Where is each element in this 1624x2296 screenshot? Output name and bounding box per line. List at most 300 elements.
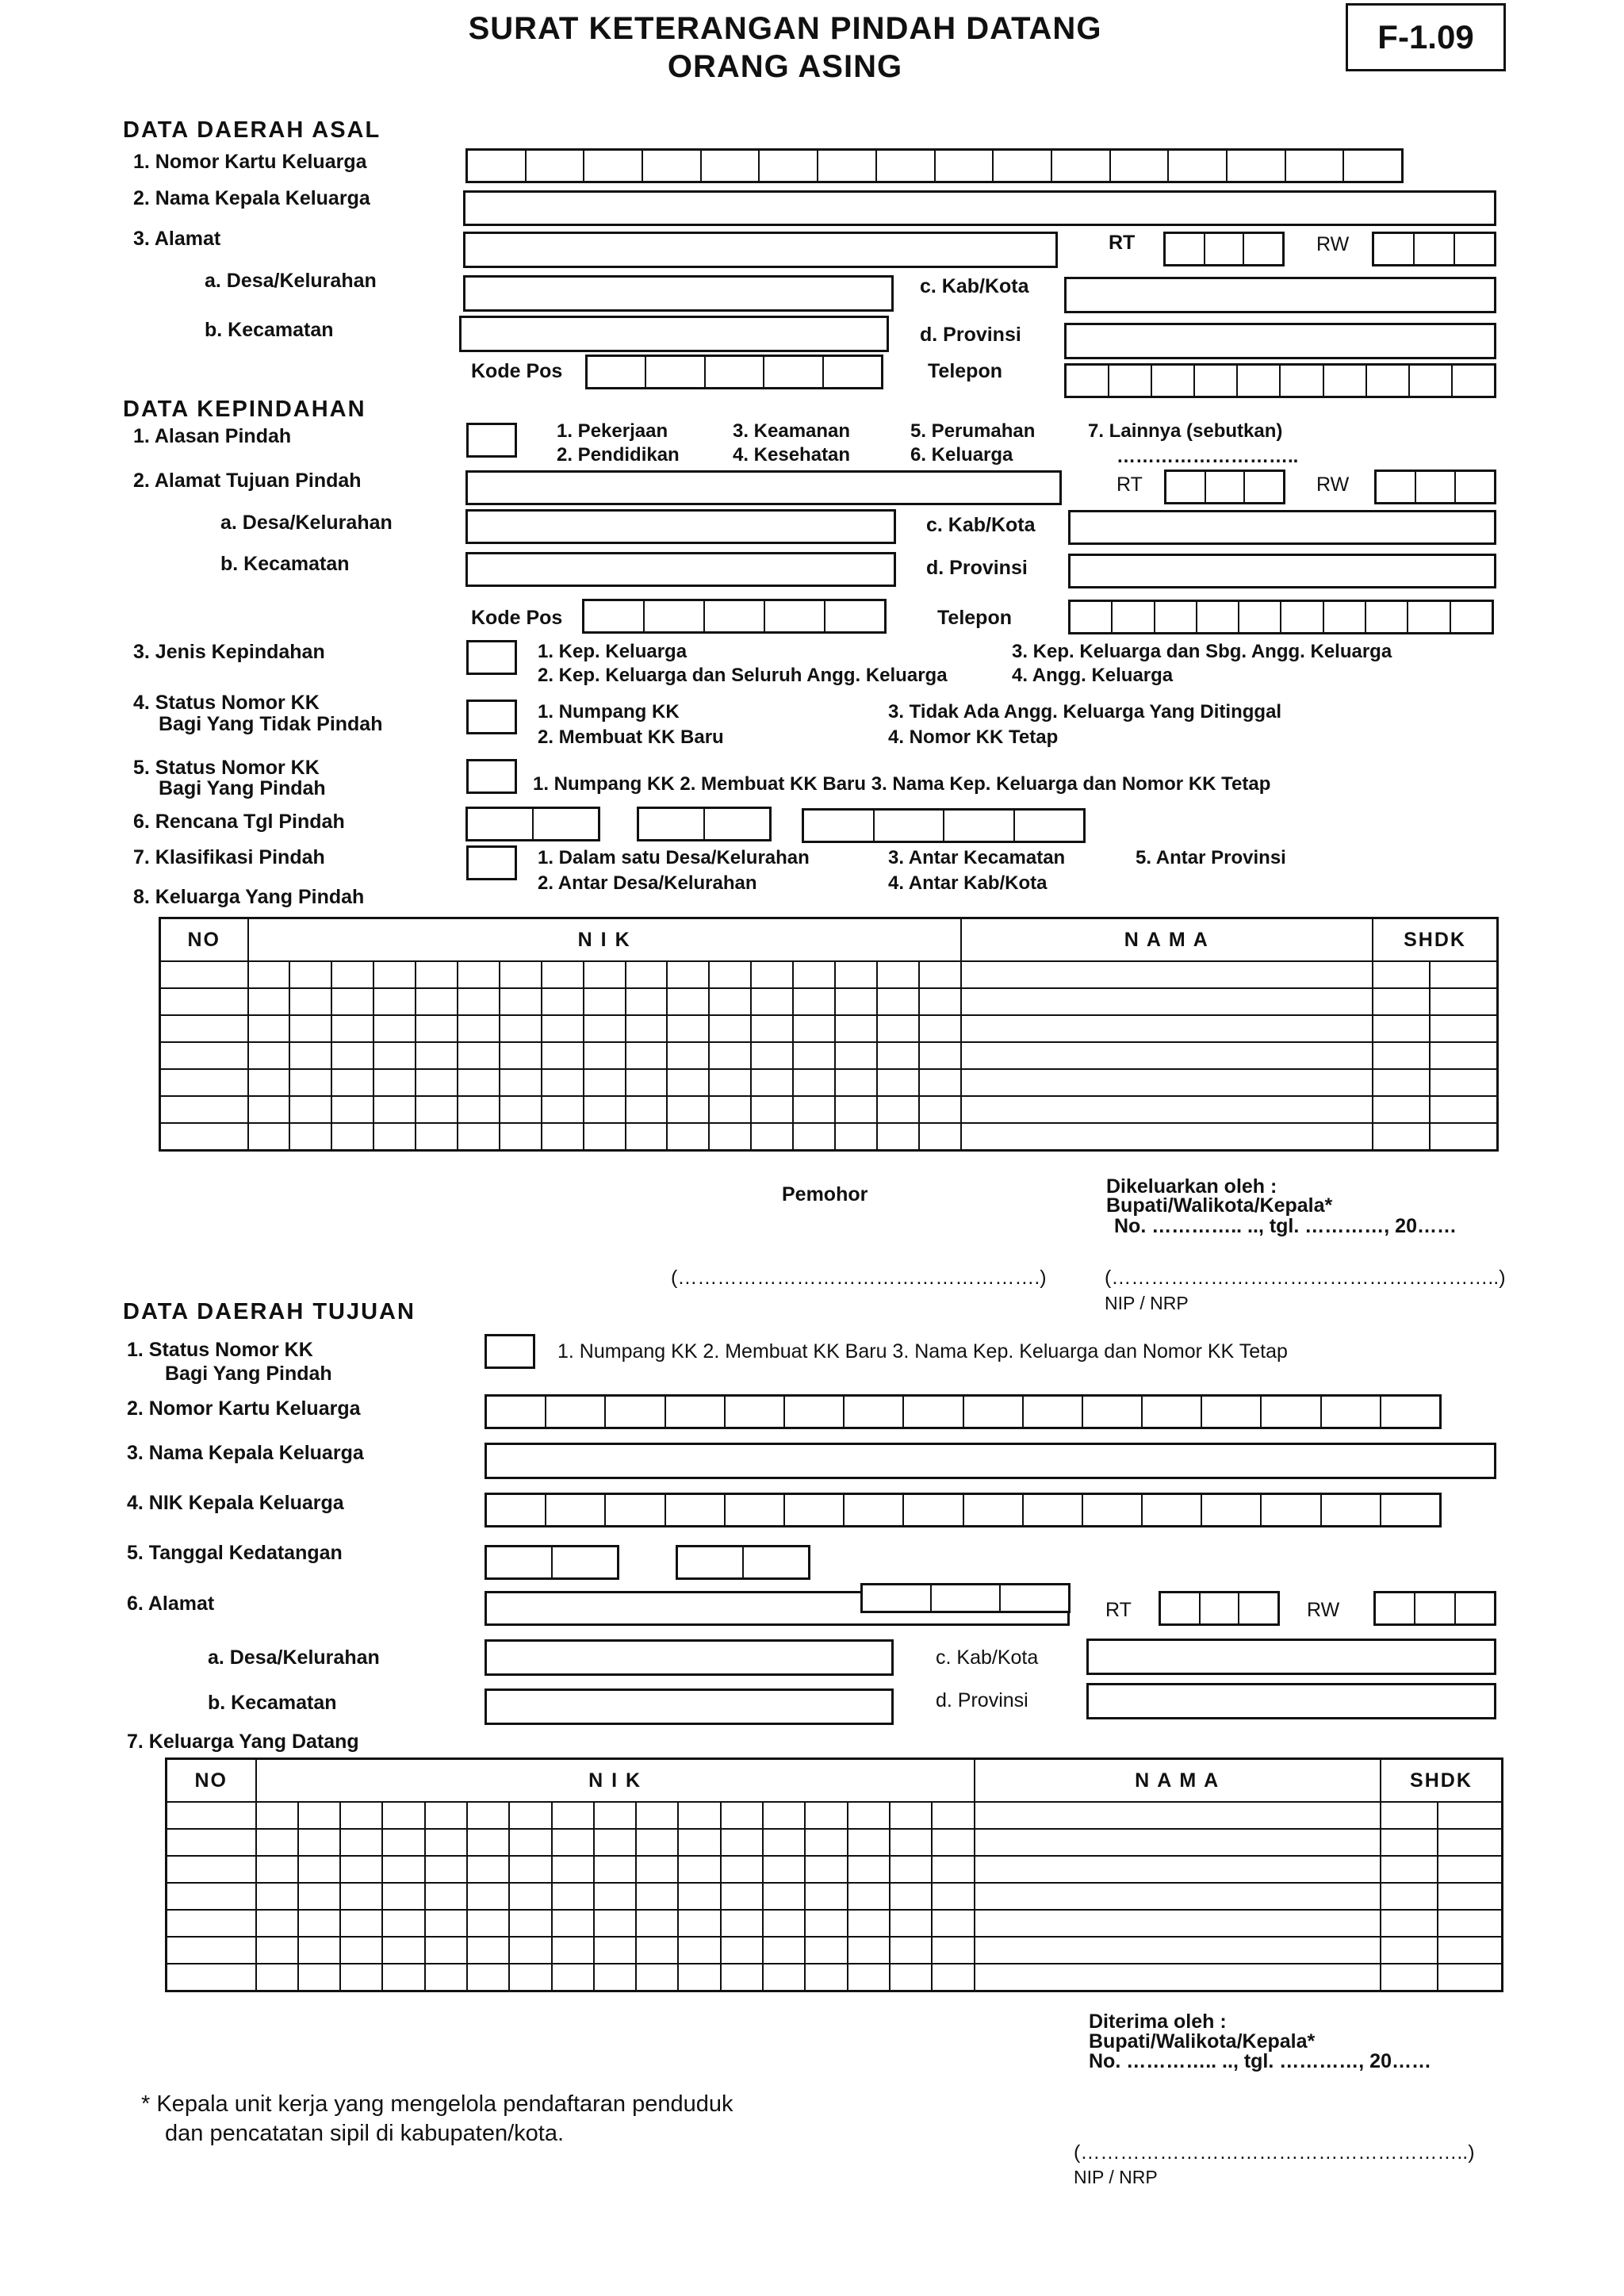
table-cell[interactable]: [1438, 1802, 1503, 1829]
table-cell[interactable]: [667, 961, 709, 988]
pindah-kab-input[interactable]: [1068, 510, 1496, 545]
table-cell[interactable]: [877, 1042, 919, 1069]
table-cell[interactable]: [961, 1069, 1373, 1096]
rencana-tgl-year-boxes[interactable]: [802, 808, 1086, 843]
table-cell[interactable]: [932, 1829, 974, 1856]
asal-rw-boxes[interactable]: [1372, 232, 1496, 266]
table-cell[interactable]: [467, 1910, 509, 1937]
tujuan-kab-input[interactable]: [1086, 1639, 1496, 1675]
table-cell[interactable]: [667, 1042, 709, 1069]
table-cell[interactable]: [542, 988, 584, 1015]
table-cell[interactable]: [382, 1937, 424, 1964]
table-cell[interactable]: [500, 1096, 542, 1123]
table-cell[interactable]: [763, 1937, 805, 1964]
table-cell[interactable]: [709, 1069, 751, 1096]
table-cell[interactable]: [552, 1883, 594, 1910]
table-cell[interactable]: [793, 1123, 835, 1151]
table-cell[interactable]: [667, 1069, 709, 1096]
table-cell[interactable]: [416, 961, 458, 988]
table-cell[interactable]: [542, 1123, 584, 1151]
tujuan-tanggal-month-boxes[interactable]: [676, 1545, 810, 1580]
table-cell[interactable]: [919, 1069, 961, 1096]
table-cell[interactable]: [848, 1910, 890, 1937]
table-cell[interactable]: [289, 1096, 331, 1123]
table-cell[interactable]: [382, 1802, 424, 1829]
table-cell[interactable]: [584, 1123, 626, 1151]
table-cell[interactable]: [298, 1964, 340, 1991]
table-cell[interactable]: [1430, 1015, 1498, 1042]
table-cell[interactable]: [1373, 961, 1430, 988]
table-cell[interactable]: [298, 1910, 340, 1937]
table-cell[interactable]: [636, 1856, 678, 1883]
table-cell[interactable]: [552, 1937, 594, 1964]
asal-provinsi-input[interactable]: [1064, 323, 1496, 359]
table-cell[interactable]: [626, 1015, 668, 1042]
table-cell[interactable]: [636, 1802, 678, 1829]
table-cell[interactable]: [763, 1802, 805, 1829]
table-cell[interactable]: [542, 1015, 584, 1042]
table-cell[interactable]: [509, 1883, 551, 1910]
table-cell[interactable]: [961, 1096, 1373, 1123]
table-cell[interactable]: [552, 1856, 594, 1883]
table-cell[interactable]: [289, 1069, 331, 1096]
table-cell[interactable]: [877, 961, 919, 988]
table-cell[interactable]: [763, 1964, 805, 1991]
tujuan-rt-boxes[interactable]: [1159, 1591, 1280, 1626]
table-cell[interactable]: [500, 988, 542, 1015]
table-cell[interactable]: [298, 1802, 340, 1829]
table-cell[interactable]: [805, 1937, 847, 1964]
table-cell[interactable]: [1381, 1802, 1438, 1829]
table-cell[interactable]: [373, 961, 416, 988]
table-cell[interactable]: [877, 1123, 919, 1151]
table-cell[interactable]: [584, 1015, 626, 1042]
table-cell[interactable]: [1381, 1937, 1438, 1964]
tujuan-desa-input[interactable]: [485, 1639, 894, 1676]
table-cell[interactable]: [584, 1069, 626, 1096]
table-cell[interactable]: [678, 1883, 720, 1910]
table-cell[interactable]: [467, 1937, 509, 1964]
table-cell[interactable]: [793, 1096, 835, 1123]
table-cell[interactable]: [416, 1123, 458, 1151]
table-cell[interactable]: [678, 1910, 720, 1937]
table-cell[interactable]: [919, 1042, 961, 1069]
table-cell[interactable]: [877, 1069, 919, 1096]
table-cell[interactable]: [425, 1910, 467, 1937]
table-cell[interactable]: [751, 1096, 793, 1123]
table-cell[interactable]: [751, 961, 793, 988]
table-cell[interactable]: [509, 1802, 551, 1829]
table-cell[interactable]: [1381, 1856, 1438, 1883]
table-cell[interactable]: [626, 1123, 668, 1151]
table-cell[interactable]: [835, 1123, 877, 1151]
table-cell[interactable]: [919, 1123, 961, 1151]
table-cell[interactable]: [1373, 988, 1430, 1015]
table-cell[interactable]: [594, 1910, 636, 1937]
table-cell[interactable]: [1438, 1829, 1503, 1856]
table-cell[interactable]: [932, 1883, 974, 1910]
table-cell[interactable]: [256, 1856, 298, 1883]
table-cell[interactable]: [975, 1829, 1381, 1856]
table-cell[interactable]: [594, 1883, 636, 1910]
table-cell[interactable]: [793, 1069, 835, 1096]
table-cell[interactable]: [552, 1964, 594, 1991]
table-cell[interactable]: [890, 1964, 932, 1991]
tujuan-provinsi-input[interactable]: [1086, 1683, 1496, 1719]
table-cell[interactable]: [331, 1015, 373, 1042]
table-cell[interactable]: [552, 1829, 594, 1856]
table-cell[interactable]: [416, 988, 458, 1015]
table-cell[interactable]: [709, 1042, 751, 1069]
table-cell[interactable]: [331, 1123, 373, 1151]
table-cell[interactable]: [763, 1910, 805, 1937]
table-cell[interactable]: [594, 1802, 636, 1829]
table-cell[interactable]: [340, 1856, 382, 1883]
table-cell[interactable]: [256, 1964, 298, 1991]
table-cell[interactable]: [848, 1829, 890, 1856]
tujuan-kecamatan-input[interactable]: [485, 1688, 894, 1725]
asal-telepon-boxes[interactable]: [1064, 363, 1496, 398]
table-cell[interactable]: [382, 1856, 424, 1883]
table-cell[interactable]: [1381, 1829, 1438, 1856]
table-cell[interactable]: [1373, 1069, 1430, 1096]
table-cell[interactable]: [167, 1856, 256, 1883]
table-cell[interactable]: [975, 1856, 1381, 1883]
asal-desa-input[interactable]: [463, 275, 894, 312]
table-cell[interactable]: [248, 1042, 290, 1069]
table-cell[interactable]: [919, 1096, 961, 1123]
alasan-pindah-checkbox[interactable]: [466, 423, 517, 458]
table-cell[interactable]: [709, 961, 751, 988]
pindah-desa-input[interactable]: [465, 509, 896, 544]
table-cell[interactable]: [1430, 961, 1498, 988]
table-cell[interactable]: [542, 1042, 584, 1069]
table-cell[interactable]: [248, 1015, 290, 1042]
table-cell[interactable]: [793, 1042, 835, 1069]
table-cell[interactable]: [167, 1964, 256, 1991]
table-cell[interactable]: [626, 961, 668, 988]
tujuan-tanggal-day-boxes[interactable]: [485, 1545, 619, 1580]
pindah-rt-boxes[interactable]: [1164, 470, 1285, 504]
table-cell[interactable]: [1373, 1042, 1430, 1069]
table-cell[interactable]: [1381, 1964, 1438, 1991]
table-cell[interactable]: [709, 1096, 751, 1123]
table-cell[interactable]: [919, 988, 961, 1015]
table-cell[interactable]: [373, 1042, 416, 1069]
table-cell[interactable]: [458, 1123, 500, 1151]
pindah-kecamatan-input[interactable]: [465, 552, 896, 587]
table-cell[interactable]: [382, 1829, 424, 1856]
table-cell[interactable]: [678, 1856, 720, 1883]
table-cell[interactable]: [509, 1964, 551, 1991]
table-cell[interactable]: [298, 1937, 340, 1964]
table-cell[interactable]: [289, 988, 331, 1015]
table-cell[interactable]: [331, 988, 373, 1015]
table-cell[interactable]: [382, 1883, 424, 1910]
table-cell[interactable]: [667, 988, 709, 1015]
asal-nama-kepala-input[interactable]: [463, 190, 1496, 226]
table-cell[interactable]: [636, 1883, 678, 1910]
table-cell[interactable]: [709, 988, 751, 1015]
table-cell[interactable]: [890, 1856, 932, 1883]
table-cell[interactable]: [961, 1042, 1373, 1069]
table-cell[interactable]: [509, 1856, 551, 1883]
table-cell[interactable]: [626, 1042, 668, 1069]
table-cell[interactable]: [298, 1829, 340, 1856]
table-cell[interactable]: [500, 961, 542, 988]
table-cell[interactable]: [932, 1856, 974, 1883]
table-cell[interactable]: [160, 988, 248, 1015]
table-cell[interactable]: [500, 1069, 542, 1096]
table-cell[interactable]: [667, 1123, 709, 1151]
table-cell[interactable]: [298, 1856, 340, 1883]
table-cell[interactable]: [721, 1883, 763, 1910]
table-cell[interactable]: [1438, 1883, 1503, 1910]
table-cell[interactable]: [975, 1883, 1381, 1910]
table-cell[interactable]: [416, 1069, 458, 1096]
table-cell[interactable]: [458, 1069, 500, 1096]
table-cell[interactable]: [542, 1096, 584, 1123]
table-cell[interactable]: [167, 1883, 256, 1910]
table-cell[interactable]: [877, 1015, 919, 1042]
klasifikasi-checkbox[interactable]: [466, 845, 517, 880]
table-cell[interactable]: [160, 961, 248, 988]
table-cell[interactable]: [160, 1069, 248, 1096]
table-cell[interactable]: [500, 1123, 542, 1151]
table-cell[interactable]: [709, 1123, 751, 1151]
table-cell[interactable]: [458, 988, 500, 1015]
pindah-provinsi-input[interactable]: [1068, 554, 1496, 588]
table-cell[interactable]: [890, 1910, 932, 1937]
table-cell[interactable]: [340, 1964, 382, 1991]
table-cell[interactable]: [594, 1964, 636, 1991]
table-cell[interactable]: [1430, 1042, 1498, 1069]
table-cell[interactable]: [848, 1802, 890, 1829]
table-cell[interactable]: [1438, 1964, 1503, 1991]
table-cell[interactable]: [500, 1015, 542, 1042]
table-cell[interactable]: [167, 1829, 256, 1856]
table-cell[interactable]: [848, 1937, 890, 1964]
table-cell[interactable]: [331, 961, 373, 988]
table-cell[interactable]: [1430, 1069, 1498, 1096]
table-cell[interactable]: [467, 1829, 509, 1856]
table-cell[interactable]: [416, 1096, 458, 1123]
table-cell[interactable]: [256, 1910, 298, 1937]
table-cell[interactable]: [584, 988, 626, 1015]
table-cell[interactable]: [805, 1856, 847, 1883]
table-cell[interactable]: [331, 1042, 373, 1069]
table-cell[interactable]: [584, 1042, 626, 1069]
table-cell[interactable]: [751, 1015, 793, 1042]
tujuan-nomor-kk-boxes[interactable]: [485, 1394, 1442, 1429]
table-cell[interactable]: [425, 1829, 467, 1856]
table-cell[interactable]: [248, 988, 290, 1015]
table-cell[interactable]: [373, 988, 416, 1015]
table-cell[interactable]: [835, 1096, 877, 1123]
table-cell[interactable]: [877, 988, 919, 1015]
pindah-alamat-input[interactable]: [465, 470, 1062, 505]
asal-kecamatan-input[interactable]: [459, 316, 889, 352]
pindah-kodepos-boxes[interactable]: [582, 599, 887, 634]
table-cell[interactable]: [248, 1123, 290, 1151]
table-cell[interactable]: [636, 1829, 678, 1856]
table-cell[interactable]: [1381, 1883, 1438, 1910]
table-cell[interactable]: [636, 1937, 678, 1964]
table-cell[interactable]: [160, 1123, 248, 1151]
table-cell[interactable]: [763, 1829, 805, 1856]
table-cell[interactable]: [425, 1856, 467, 1883]
table-cell[interactable]: [425, 1964, 467, 1991]
pindah-telepon-boxes[interactable]: [1068, 600, 1494, 634]
table-cell[interactable]: [340, 1829, 382, 1856]
table-cell[interactable]: [289, 1015, 331, 1042]
table-cell[interactable]: [160, 1015, 248, 1042]
status-kk-pindah-checkbox[interactable]: [466, 759, 517, 794]
asal-alamat-input[interactable]: [463, 232, 1058, 268]
table-cell[interactable]: [331, 1069, 373, 1096]
table-cell[interactable]: [626, 1069, 668, 1096]
table-cell[interactable]: [975, 1964, 1381, 1991]
table-cell[interactable]: [248, 1069, 290, 1096]
table-cell[interactable]: [961, 988, 1373, 1015]
table-cell[interactable]: [835, 988, 877, 1015]
table-cell[interactable]: [373, 1123, 416, 1151]
table-cell[interactable]: [835, 961, 877, 988]
table-cell[interactable]: [890, 1937, 932, 1964]
table-cell[interactable]: [289, 1042, 331, 1069]
table-cell[interactable]: [932, 1910, 974, 1937]
table-cell[interactable]: [919, 961, 961, 988]
table-cell[interactable]: [763, 1883, 805, 1910]
asal-nomor-kk-boxes[interactable]: [465, 148, 1404, 183]
table-cell[interactable]: [416, 1042, 458, 1069]
table-cell[interactable]: [763, 1856, 805, 1883]
table-cell[interactable]: [835, 1069, 877, 1096]
table-cell[interactable]: [678, 1964, 720, 1991]
table-cell[interactable]: [793, 1015, 835, 1042]
table-cell[interactable]: [890, 1829, 932, 1856]
table-cell[interactable]: [636, 1910, 678, 1937]
table-cell[interactable]: [678, 1937, 720, 1964]
table-cell[interactable]: [552, 1910, 594, 1937]
table-cell[interactable]: [709, 1015, 751, 1042]
table-cell[interactable]: [835, 1015, 877, 1042]
table-cell[interactable]: [626, 1096, 668, 1123]
table-cell[interactable]: [1373, 1096, 1430, 1123]
table-cell[interactable]: [890, 1802, 932, 1829]
table-cell[interactable]: [919, 1015, 961, 1042]
table-cell[interactable]: [751, 988, 793, 1015]
table-cell[interactable]: [509, 1910, 551, 1937]
table-cell[interactable]: [167, 1910, 256, 1937]
table-cell[interactable]: [458, 1096, 500, 1123]
table-cell[interactable]: [721, 1829, 763, 1856]
table-cell[interactable]: [1373, 1015, 1430, 1042]
table-cell[interactable]: [542, 1069, 584, 1096]
asal-rt-boxes[interactable]: [1163, 232, 1285, 266]
table-cell[interactable]: [340, 1937, 382, 1964]
asal-kodepos-boxes[interactable]: [585, 355, 883, 389]
table-cell[interactable]: [751, 1069, 793, 1096]
table-cell[interactable]: [509, 1829, 551, 1856]
table-cell[interactable]: [594, 1829, 636, 1856]
table-cell[interactable]: [425, 1937, 467, 1964]
table-cell[interactable]: [458, 1015, 500, 1042]
table-cell[interactable]: [331, 1096, 373, 1123]
table-cell[interactable]: [256, 1937, 298, 1964]
table-cell[interactable]: [256, 1802, 298, 1829]
table-cell[interactable]: [721, 1964, 763, 1991]
tujuan-rw-boxes[interactable]: [1373, 1591, 1496, 1626]
table-cell[interactable]: [416, 1015, 458, 1042]
table-cell[interactable]: [805, 1883, 847, 1910]
table-cell[interactable]: [1430, 1123, 1498, 1151]
table-cell[interactable]: [805, 1910, 847, 1937]
table-cell[interactable]: [552, 1802, 594, 1829]
table-cell[interactable]: [425, 1883, 467, 1910]
table-cell[interactable]: [667, 1096, 709, 1123]
table-cell[interactable]: [961, 1123, 1373, 1151]
table-cell[interactable]: [289, 1123, 331, 1151]
table-cell[interactable]: [975, 1910, 1381, 1937]
table-cell[interactable]: [467, 1964, 509, 1991]
table-cell[interactable]: [805, 1964, 847, 1991]
table-cell[interactable]: [1430, 1096, 1498, 1123]
table-cell[interactable]: [626, 988, 668, 1015]
table-cell[interactable]: [877, 1096, 919, 1123]
table-cell[interactable]: [1373, 1123, 1430, 1151]
table-cell[interactable]: [1430, 988, 1498, 1015]
table-cell[interactable]: [425, 1802, 467, 1829]
tujuan-nik-kepala-boxes[interactable]: [485, 1493, 1442, 1527]
tujuan-status-checkbox[interactable]: [485, 1334, 535, 1369]
table-cell[interactable]: [1438, 1937, 1503, 1964]
table-cell[interactable]: [382, 1964, 424, 1991]
table-cell[interactable]: [467, 1856, 509, 1883]
asal-kab-input[interactable]: [1064, 277, 1496, 313]
table-cell[interactable]: [932, 1964, 974, 1991]
status-kk-tidak-checkbox[interactable]: [466, 700, 517, 734]
table-cell[interactable]: [298, 1883, 340, 1910]
table-cell[interactable]: [835, 1042, 877, 1069]
jenis-kepindahan-checkbox[interactable]: [466, 640, 517, 675]
table-cell[interactable]: [340, 1802, 382, 1829]
table-cell[interactable]: [160, 1096, 248, 1123]
rencana-tgl-day-boxes[interactable]: [465, 807, 600, 841]
table-cell[interactable]: [584, 961, 626, 988]
table-cell[interactable]: [373, 1015, 416, 1042]
table-cell[interactable]: [678, 1829, 720, 1856]
table-cell[interactable]: [975, 1802, 1381, 1829]
table-cell[interactable]: [594, 1856, 636, 1883]
table-cell[interactable]: [167, 1802, 256, 1829]
table-cell[interactable]: [256, 1883, 298, 1910]
rencana-tgl-month-boxes[interactable]: [637, 807, 772, 841]
table-cell[interactable]: [500, 1042, 542, 1069]
table-cell[interactable]: [667, 1015, 709, 1042]
table-cell[interactable]: [373, 1069, 416, 1096]
table-cell[interactable]: [542, 961, 584, 988]
table-cell[interactable]: [721, 1856, 763, 1883]
table-cell[interactable]: [458, 1042, 500, 1069]
table-cell[interactable]: [721, 1910, 763, 1937]
table-cell[interactable]: [584, 1096, 626, 1123]
table-cell[interactable]: [848, 1856, 890, 1883]
table-cell[interactable]: [961, 1015, 1373, 1042]
table-cell[interactable]: [636, 1964, 678, 1991]
table-cell[interactable]: [961, 961, 1373, 988]
table-cell[interactable]: [256, 1829, 298, 1856]
